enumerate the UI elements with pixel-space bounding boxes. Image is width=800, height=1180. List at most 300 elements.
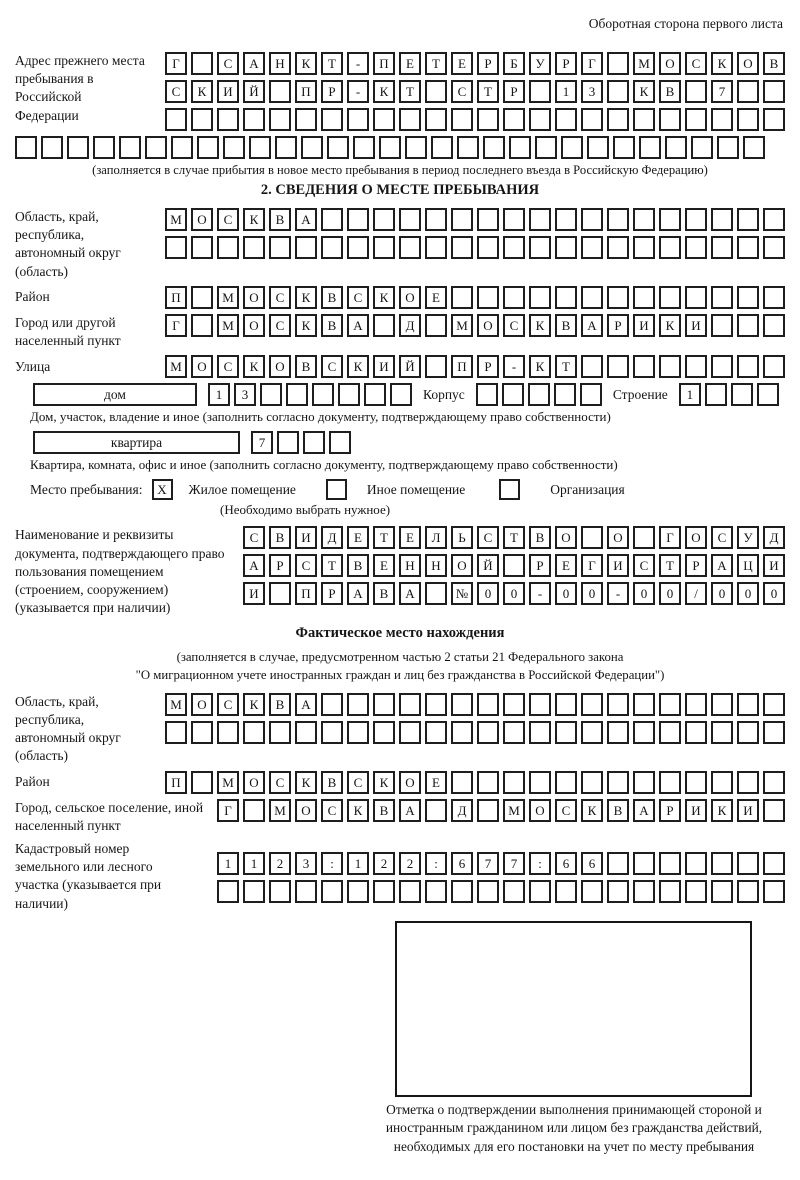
char-cell[interactable]	[763, 880, 785, 903]
char-cell[interactable]	[555, 771, 577, 794]
char-cell[interactable]: С	[165, 80, 187, 103]
char-cell[interactable]: Й	[477, 554, 499, 577]
char-cell[interactable]	[581, 208, 603, 231]
char-cell[interactable]: К	[295, 286, 317, 309]
char-cell[interactable]	[295, 721, 317, 744]
char-cell[interactable]	[685, 208, 707, 231]
char-cell[interactable]	[425, 236, 447, 259]
char-cell[interactable]: 0	[477, 582, 499, 605]
char-cell[interactable]: Р	[321, 582, 343, 605]
char-cell[interactable]	[477, 693, 499, 716]
char-cell[interactable]: О	[477, 314, 499, 337]
char-cell[interactable]	[399, 208, 421, 231]
char-cell[interactable]: С	[633, 554, 655, 577]
char-cell[interactable]	[399, 693, 421, 716]
char-cell[interactable]: 3	[295, 852, 317, 875]
char-cell[interactable]: К	[347, 799, 369, 822]
char-cell[interactable]	[338, 383, 360, 406]
char-cell[interactable]	[390, 383, 412, 406]
char-cell[interactable]	[607, 721, 629, 744]
char-cell[interactable]: Т	[659, 554, 681, 577]
char-cell[interactable]	[555, 286, 577, 309]
char-cell[interactable]: Г	[581, 554, 603, 577]
char-cell[interactable]	[711, 208, 733, 231]
char-cell[interactable]: С	[555, 799, 577, 822]
char-cell[interactable]: К	[191, 80, 213, 103]
char-cell[interactable]	[286, 383, 308, 406]
char-cell[interactable]	[737, 108, 759, 131]
char-cell[interactable]	[763, 314, 785, 337]
char-cell[interactable]	[535, 136, 557, 159]
char-cell[interactable]	[476, 383, 498, 406]
char-cell[interactable]	[737, 693, 759, 716]
char-cell[interactable]	[633, 693, 655, 716]
char-cell[interactable]	[685, 771, 707, 794]
char-cell[interactable]	[243, 236, 265, 259]
char-cell[interactable]: -	[529, 582, 551, 605]
char-cell[interactable]: И	[737, 799, 759, 822]
char-cell[interactable]	[737, 286, 759, 309]
char-cell[interactable]: В	[373, 799, 395, 822]
char-cell[interactable]	[399, 880, 421, 903]
char-cell[interactable]	[685, 286, 707, 309]
char-cell[interactable]	[659, 693, 681, 716]
char-cell[interactable]	[633, 880, 655, 903]
char-cell[interactable]: 2	[399, 852, 421, 875]
char-cell[interactable]: П	[295, 80, 317, 103]
char-cell[interactable]: 6	[581, 852, 603, 875]
char-cell[interactable]: О	[191, 208, 213, 231]
char-cell[interactable]: И	[217, 80, 239, 103]
char-cell[interactable]	[301, 136, 323, 159]
char-cell[interactable]: Т	[503, 526, 525, 549]
char-cell[interactable]: С	[269, 771, 291, 794]
char-cell[interactable]	[659, 721, 681, 744]
char-cell[interactable]: К	[711, 52, 733, 75]
char-cell[interactable]: В	[269, 693, 291, 716]
char-cell[interactable]	[347, 880, 369, 903]
char-cell[interactable]	[529, 721, 551, 744]
char-cell[interactable]	[529, 208, 551, 231]
char-cell[interactable]: С	[295, 554, 317, 577]
char-cell[interactable]: В	[269, 526, 291, 549]
char-cell[interactable]	[191, 236, 213, 259]
char-cell[interactable]	[685, 236, 707, 259]
char-cell[interactable]: И	[685, 314, 707, 337]
char-cell[interactable]: К	[373, 80, 395, 103]
char-cell[interactable]: Б	[503, 52, 525, 75]
char-cell[interactable]: В	[607, 799, 629, 822]
char-cell[interactable]	[373, 314, 395, 337]
char-cell[interactable]: С	[321, 355, 343, 378]
char-cell[interactable]	[581, 880, 603, 903]
char-cell[interactable]	[457, 136, 479, 159]
char-cell[interactable]: А	[295, 693, 317, 716]
char-cell[interactable]	[191, 52, 213, 75]
char-cell[interactable]	[347, 208, 369, 231]
char-cell[interactable]	[711, 236, 733, 259]
char-cell[interactable]	[67, 136, 89, 159]
char-cell[interactable]: Т	[555, 355, 577, 378]
char-cell[interactable]: Н	[399, 554, 421, 577]
char-cell[interactable]: В	[373, 582, 395, 605]
char-cell[interactable]	[607, 771, 629, 794]
char-cell[interactable]	[477, 721, 499, 744]
char-cell[interactable]: И	[295, 526, 317, 549]
char-cell[interactable]	[321, 693, 343, 716]
char-cell[interactable]	[685, 880, 707, 903]
char-cell[interactable]: К	[373, 286, 395, 309]
char-cell[interactable]: :	[321, 852, 343, 875]
char-cell[interactable]	[763, 693, 785, 716]
char-cell[interactable]: О	[243, 314, 265, 337]
char-cell[interactable]: 1	[679, 383, 701, 406]
char-cell[interactable]: А	[711, 554, 733, 577]
char-cell[interactable]: К	[373, 771, 395, 794]
char-cell[interactable]: Т	[399, 80, 421, 103]
char-cell[interactable]	[373, 693, 395, 716]
char-cell[interactable]: -	[503, 355, 525, 378]
char-cell[interactable]: К	[347, 355, 369, 378]
char-cell[interactable]	[711, 355, 733, 378]
char-cell[interactable]	[581, 771, 603, 794]
char-cell[interactable]	[763, 852, 785, 875]
char-cell[interactable]	[275, 136, 297, 159]
char-cell[interactable]: Т	[373, 526, 395, 549]
char-cell[interactable]: Е	[347, 526, 369, 549]
char-cell[interactable]: А	[633, 799, 655, 822]
char-cell[interactable]: О	[659, 52, 681, 75]
char-cell[interactable]	[581, 526, 603, 549]
char-cell[interactable]	[451, 880, 473, 903]
char-cell[interactable]: С	[269, 286, 291, 309]
char-cell[interactable]: С	[217, 355, 239, 378]
char-cell[interactable]	[763, 236, 785, 259]
char-cell[interactable]: О	[399, 771, 421, 794]
char-cell[interactable]	[659, 108, 681, 131]
char-cell[interactable]	[737, 208, 759, 231]
char-cell[interactable]	[425, 693, 447, 716]
char-cell[interactable]	[269, 80, 291, 103]
char-cell[interactable]: Т	[321, 554, 343, 577]
char-cell[interactable]: 6	[451, 852, 473, 875]
char-cell[interactable]: О	[607, 526, 629, 549]
char-cell[interactable]: 0	[763, 582, 785, 605]
char-cell[interactable]: Т	[477, 80, 499, 103]
char-cell[interactable]	[15, 136, 37, 159]
char-cell[interactable]	[555, 693, 577, 716]
house-type-box[interactable]: дом	[33, 383, 197, 406]
char-cell[interactable]	[633, 526, 655, 549]
char-cell[interactable]	[529, 80, 551, 103]
char-cell[interactable]: Р	[685, 554, 707, 577]
char-cell[interactable]: М	[633, 52, 655, 75]
char-cell[interactable]	[757, 383, 779, 406]
char-cell[interactable]	[587, 136, 609, 159]
char-cell[interactable]: О	[685, 526, 707, 549]
char-cell[interactable]	[277, 431, 299, 454]
char-cell[interactable]: С	[347, 771, 369, 794]
char-cell[interactable]: А	[399, 582, 421, 605]
char-cell[interactable]: И	[243, 582, 265, 605]
char-cell[interactable]	[659, 852, 681, 875]
char-cell[interactable]	[503, 208, 525, 231]
char-cell[interactable]: К	[529, 355, 551, 378]
char-cell[interactable]	[327, 136, 349, 159]
char-cell[interactable]: К	[581, 799, 603, 822]
char-cell[interactable]: 3	[234, 383, 256, 406]
checkbox-organizaciya[interactable]	[499, 479, 520, 500]
char-cell[interactable]	[607, 880, 629, 903]
char-cell[interactable]: Л	[425, 526, 447, 549]
char-cell[interactable]: О	[399, 286, 421, 309]
char-cell[interactable]: А	[295, 208, 317, 231]
char-cell[interactable]: 1	[243, 852, 265, 875]
char-cell[interactable]	[321, 721, 343, 744]
char-cell[interactable]	[659, 286, 681, 309]
char-cell[interactable]	[191, 721, 213, 744]
checkbox-zhiloe[interactable]: X	[152, 479, 173, 500]
char-cell[interactable]: С	[217, 52, 239, 75]
char-cell[interactable]: -	[607, 582, 629, 605]
char-cell[interactable]	[269, 108, 291, 131]
char-cell[interactable]: В	[321, 314, 343, 337]
char-cell[interactable]	[633, 108, 655, 131]
char-cell[interactable]: О	[191, 355, 213, 378]
char-cell[interactable]: У	[737, 526, 759, 549]
char-cell[interactable]: №	[451, 582, 473, 605]
char-cell[interactable]: И	[685, 799, 707, 822]
char-cell[interactable]: Ц	[737, 554, 759, 577]
char-cell[interactable]: Н	[425, 554, 447, 577]
char-cell[interactable]: Р	[477, 52, 499, 75]
char-cell[interactable]	[607, 852, 629, 875]
char-cell[interactable]	[607, 693, 629, 716]
char-cell[interactable]: Н	[269, 52, 291, 75]
char-cell[interactable]	[731, 383, 753, 406]
char-cell[interactable]	[528, 383, 550, 406]
char-cell[interactable]: С	[477, 526, 499, 549]
char-cell[interactable]	[607, 108, 629, 131]
char-cell[interactable]	[737, 80, 759, 103]
char-cell[interactable]: М	[217, 314, 239, 337]
char-cell[interactable]	[217, 108, 239, 131]
char-cell[interactable]	[451, 236, 473, 259]
char-cell[interactable]	[243, 880, 265, 903]
char-cell[interactable]: С	[451, 80, 473, 103]
char-cell[interactable]	[321, 236, 343, 259]
char-cell[interactable]	[529, 108, 551, 131]
char-cell[interactable]: 0	[659, 582, 681, 605]
char-cell[interactable]	[711, 771, 733, 794]
char-cell[interactable]	[607, 355, 629, 378]
char-cell[interactable]	[483, 136, 505, 159]
char-cell[interactable]	[191, 771, 213, 794]
char-cell[interactable]: 6	[555, 852, 577, 875]
char-cell[interactable]: А	[347, 582, 369, 605]
char-cell[interactable]: :	[529, 852, 551, 875]
char-cell[interactable]	[373, 108, 395, 131]
char-cell[interactable]	[165, 236, 187, 259]
char-cell[interactable]	[373, 236, 395, 259]
char-cell[interactable]: К	[295, 771, 317, 794]
char-cell[interactable]: К	[243, 693, 265, 716]
char-cell[interactable]	[353, 136, 375, 159]
char-cell[interactable]	[607, 52, 629, 75]
char-cell[interactable]	[659, 208, 681, 231]
char-cell[interactable]: 0	[581, 582, 603, 605]
char-cell[interactable]: И	[633, 314, 655, 337]
char-cell[interactable]	[503, 693, 525, 716]
char-cell[interactable]: П	[295, 582, 317, 605]
char-cell[interactable]: 0	[737, 582, 759, 605]
char-cell[interactable]: О	[529, 799, 551, 822]
char-cell[interactable]: Р	[659, 799, 681, 822]
char-cell[interactable]: П	[165, 771, 187, 794]
char-cell[interactable]: С	[321, 799, 343, 822]
char-cell[interactable]	[451, 108, 473, 131]
char-cell[interactable]: Г	[165, 52, 187, 75]
char-cell[interactable]	[321, 880, 343, 903]
char-cell[interactable]: М	[165, 693, 187, 716]
char-cell[interactable]	[581, 355, 603, 378]
char-cell[interactable]: В	[321, 286, 343, 309]
char-cell[interactable]: М	[217, 771, 239, 794]
char-cell[interactable]: 1	[555, 80, 577, 103]
char-cell[interactable]: О	[295, 799, 317, 822]
char-cell[interactable]	[191, 286, 213, 309]
char-cell[interactable]: В	[555, 314, 577, 337]
char-cell[interactable]	[763, 108, 785, 131]
char-cell[interactable]	[165, 721, 187, 744]
char-cell[interactable]: М	[217, 286, 239, 309]
char-cell[interactable]	[477, 771, 499, 794]
char-cell[interactable]	[639, 136, 661, 159]
char-cell[interactable]	[737, 355, 759, 378]
char-cell[interactable]	[451, 286, 473, 309]
char-cell[interactable]	[191, 314, 213, 337]
char-cell[interactable]	[581, 286, 603, 309]
char-cell[interactable]	[269, 721, 291, 744]
char-cell[interactable]	[685, 693, 707, 716]
char-cell[interactable]: Т	[425, 52, 447, 75]
char-cell[interactable]	[763, 355, 785, 378]
char-cell[interactable]	[503, 721, 525, 744]
char-cell[interactable]	[509, 136, 531, 159]
char-cell[interactable]: Д	[763, 526, 785, 549]
char-cell[interactable]: 3	[581, 80, 603, 103]
char-cell[interactable]: О	[191, 693, 213, 716]
char-cell[interactable]: Д	[399, 314, 421, 337]
apartment-type-box[interactable]: квартира	[33, 431, 240, 454]
char-cell[interactable]: К	[243, 208, 265, 231]
char-cell[interactable]	[737, 314, 759, 337]
checkbox-inoe[interactable]	[326, 479, 347, 500]
char-cell[interactable]	[633, 721, 655, 744]
char-cell[interactable]	[295, 236, 317, 259]
char-cell[interactable]	[555, 108, 577, 131]
char-cell[interactable]	[711, 108, 733, 131]
char-cell[interactable]: /	[685, 582, 707, 605]
char-cell[interactable]: Ь	[451, 526, 473, 549]
char-cell[interactable]: М	[503, 799, 525, 822]
char-cell[interactable]	[711, 880, 733, 903]
char-cell[interactable]	[197, 136, 219, 159]
char-cell[interactable]	[217, 236, 239, 259]
char-cell[interactable]: У	[529, 52, 551, 75]
char-cell[interactable]: А	[581, 314, 603, 337]
char-cell[interactable]: Р	[477, 355, 499, 378]
char-cell[interactable]	[347, 721, 369, 744]
char-cell[interactable]	[451, 721, 473, 744]
char-cell[interactable]	[737, 721, 759, 744]
char-cell[interactable]: Р	[269, 554, 291, 577]
char-cell[interactable]: О	[737, 52, 759, 75]
char-cell[interactable]: К	[529, 314, 551, 337]
char-cell[interactable]: Р	[529, 554, 551, 577]
char-cell[interactable]	[93, 136, 115, 159]
char-cell[interactable]	[665, 136, 687, 159]
char-cell[interactable]	[581, 108, 603, 131]
char-cell[interactable]: И	[763, 554, 785, 577]
char-cell[interactable]	[633, 236, 655, 259]
char-cell[interactable]	[555, 721, 577, 744]
char-cell[interactable]	[607, 286, 629, 309]
char-cell[interactable]	[260, 383, 282, 406]
char-cell[interactable]: 0	[633, 582, 655, 605]
char-cell[interactable]: 1	[347, 852, 369, 875]
char-cell[interactable]: М	[165, 355, 187, 378]
char-cell[interactable]: -	[347, 52, 369, 75]
char-cell[interactable]: С	[503, 314, 525, 337]
char-cell[interactable]	[743, 136, 765, 159]
char-cell[interactable]	[243, 108, 265, 131]
char-cell[interactable]	[503, 286, 525, 309]
char-cell[interactable]: Е	[425, 771, 447, 794]
char-cell[interactable]: Д	[321, 526, 343, 549]
char-cell[interactable]: Й	[243, 80, 265, 103]
char-cell[interactable]: К	[711, 799, 733, 822]
char-cell[interactable]: С	[217, 208, 239, 231]
char-cell[interactable]	[425, 108, 447, 131]
char-cell[interactable]: И	[373, 355, 395, 378]
char-cell[interactable]	[607, 208, 629, 231]
char-cell[interactable]: М	[165, 208, 187, 231]
char-cell[interactable]	[321, 108, 343, 131]
char-cell[interactable]	[737, 880, 759, 903]
char-cell[interactable]: К	[633, 80, 655, 103]
char-cell[interactable]	[763, 799, 785, 822]
char-cell[interactable]	[691, 136, 713, 159]
char-cell[interactable]	[613, 136, 635, 159]
char-cell[interactable]: 0	[711, 582, 733, 605]
char-cell[interactable]	[685, 80, 707, 103]
char-cell[interactable]: С	[269, 314, 291, 337]
char-cell[interactable]	[249, 136, 271, 159]
char-cell[interactable]	[373, 208, 395, 231]
char-cell[interactable]	[347, 108, 369, 131]
char-cell[interactable]	[269, 880, 291, 903]
char-cell[interactable]: А	[243, 554, 265, 577]
char-cell[interactable]	[223, 136, 245, 159]
char-cell[interactable]: Е	[399, 52, 421, 75]
char-cell[interactable]	[555, 236, 577, 259]
char-cell[interactable]	[503, 554, 525, 577]
char-cell[interactable]	[685, 355, 707, 378]
char-cell[interactable]	[303, 431, 325, 454]
char-cell[interactable]	[581, 236, 603, 259]
char-cell[interactable]	[555, 208, 577, 231]
